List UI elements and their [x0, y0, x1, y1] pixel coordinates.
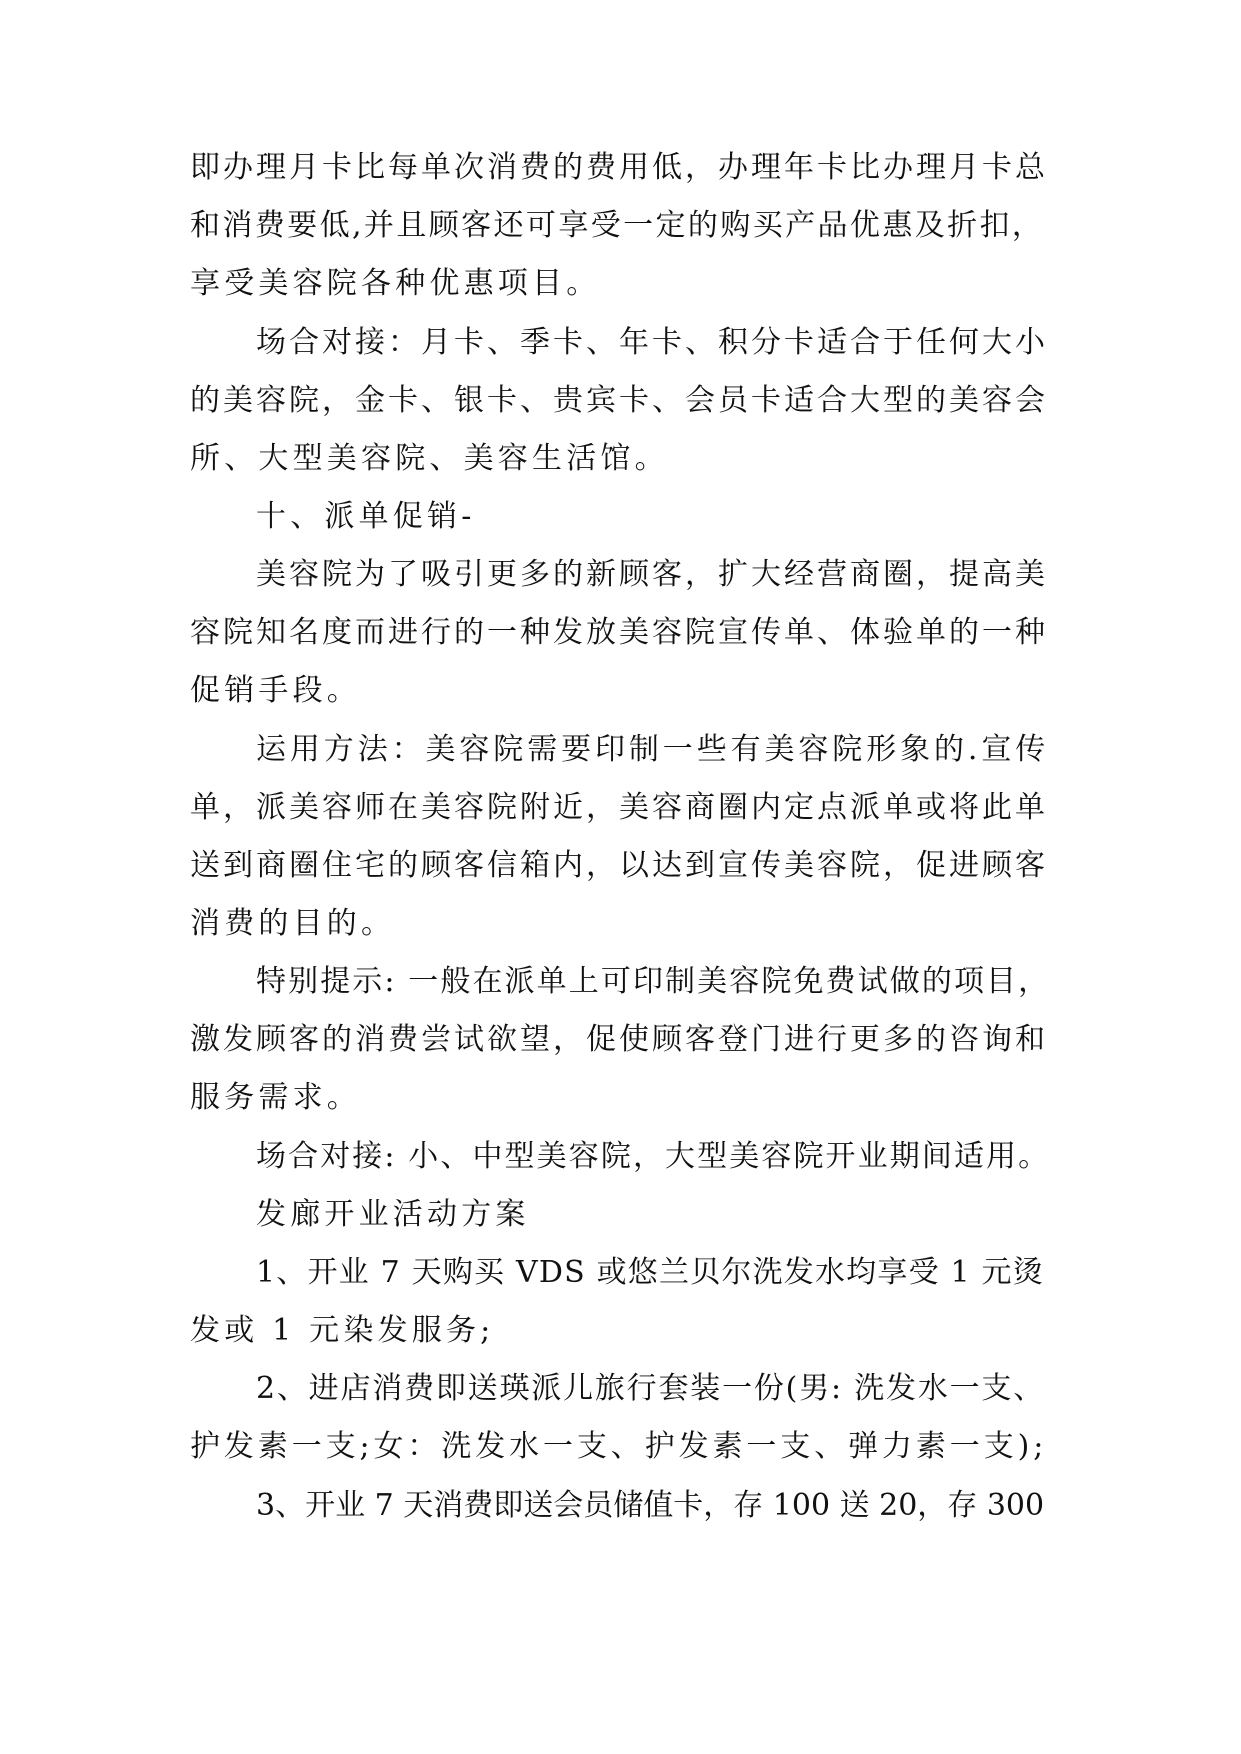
text-line-24: 3、开业 7 天消费即送会员储值卡，存 100 送 20，存 300	[256, 1488, 1045, 1523]
text-line-3: 享受美容院各种优惠项目。	[190, 266, 601, 301]
text-line-17: 服务需求。	[190, 1080, 361, 1115]
text-line-2: 和消费要低,并且顾客还可享受一定的购买产品优惠及折扣，	[190, 208, 1045, 243]
text-line-11: 运用方法：美容院需要印制一些有美容院形象的.宣传	[256, 732, 1050, 767]
section-heading-paidan: 十、派单促销-	[256, 499, 476, 534]
text-line-23: 护发素一支;女：洗发水一支、护发素一支、弹力素一支);	[190, 1429, 1048, 1464]
text-line-8: 美容院为了吸引更多的新顾客，扩大经营商圈，提高美	[256, 557, 1048, 592]
text-line-13: 送到商圈住宅的顾客信箱内，以达到宣传美容院，促进顾客	[190, 848, 1048, 883]
text-line-16: 激发顾客的消费尝试欲望，促使顾客登门进行更多的咨询和	[190, 1022, 1048, 1057]
text-line-14: 消费的目的。	[190, 906, 396, 941]
text-line-12: 单，派美容师在美容院附近，美容商圈内定点派单或将此单	[190, 790, 1048, 825]
text-line-22: 2、进店消费即送瑛派儿旅行套装一份(男: 洗发水一支、	[256, 1371, 1046, 1406]
text-line-4: 场合对接：月卡、季卡、年卡、积分卡适合于任何大小	[256, 325, 1048, 360]
text-line-9: 容院知名度而进行的一种发放美容院宣传单、体验单的一种	[190, 615, 1048, 650]
text-line-18: 场合对接: 小、中型美容院，大型美容院开业期间适用。	[256, 1139, 1051, 1174]
section-heading-falang: 发廊开业活动方案	[256, 1197, 530, 1232]
text-line-20: 1、开业 7 天购买 VDS 或悠兰贝尔洗发水均享受 1 元烫	[256, 1255, 1044, 1290]
text-line-6: 所、大型美容院、美容生活馆。	[190, 441, 669, 476]
text-line-15: 特别提示: 一般在派单上可印制美容院免费试做的项目，	[256, 964, 1051, 999]
text-line-5: 的美容院，金卡、银卡、贵宾卡、会员卡适合大型的美容会	[190, 383, 1048, 418]
text-line-10: 促销手段。	[190, 673, 361, 708]
text-line-1: 即办理月卡比每单次消费的费用低，办理年卡比办理月卡总	[190, 150, 1048, 185]
text-line-21: 发或 1 元染发服务;	[190, 1313, 495, 1348]
